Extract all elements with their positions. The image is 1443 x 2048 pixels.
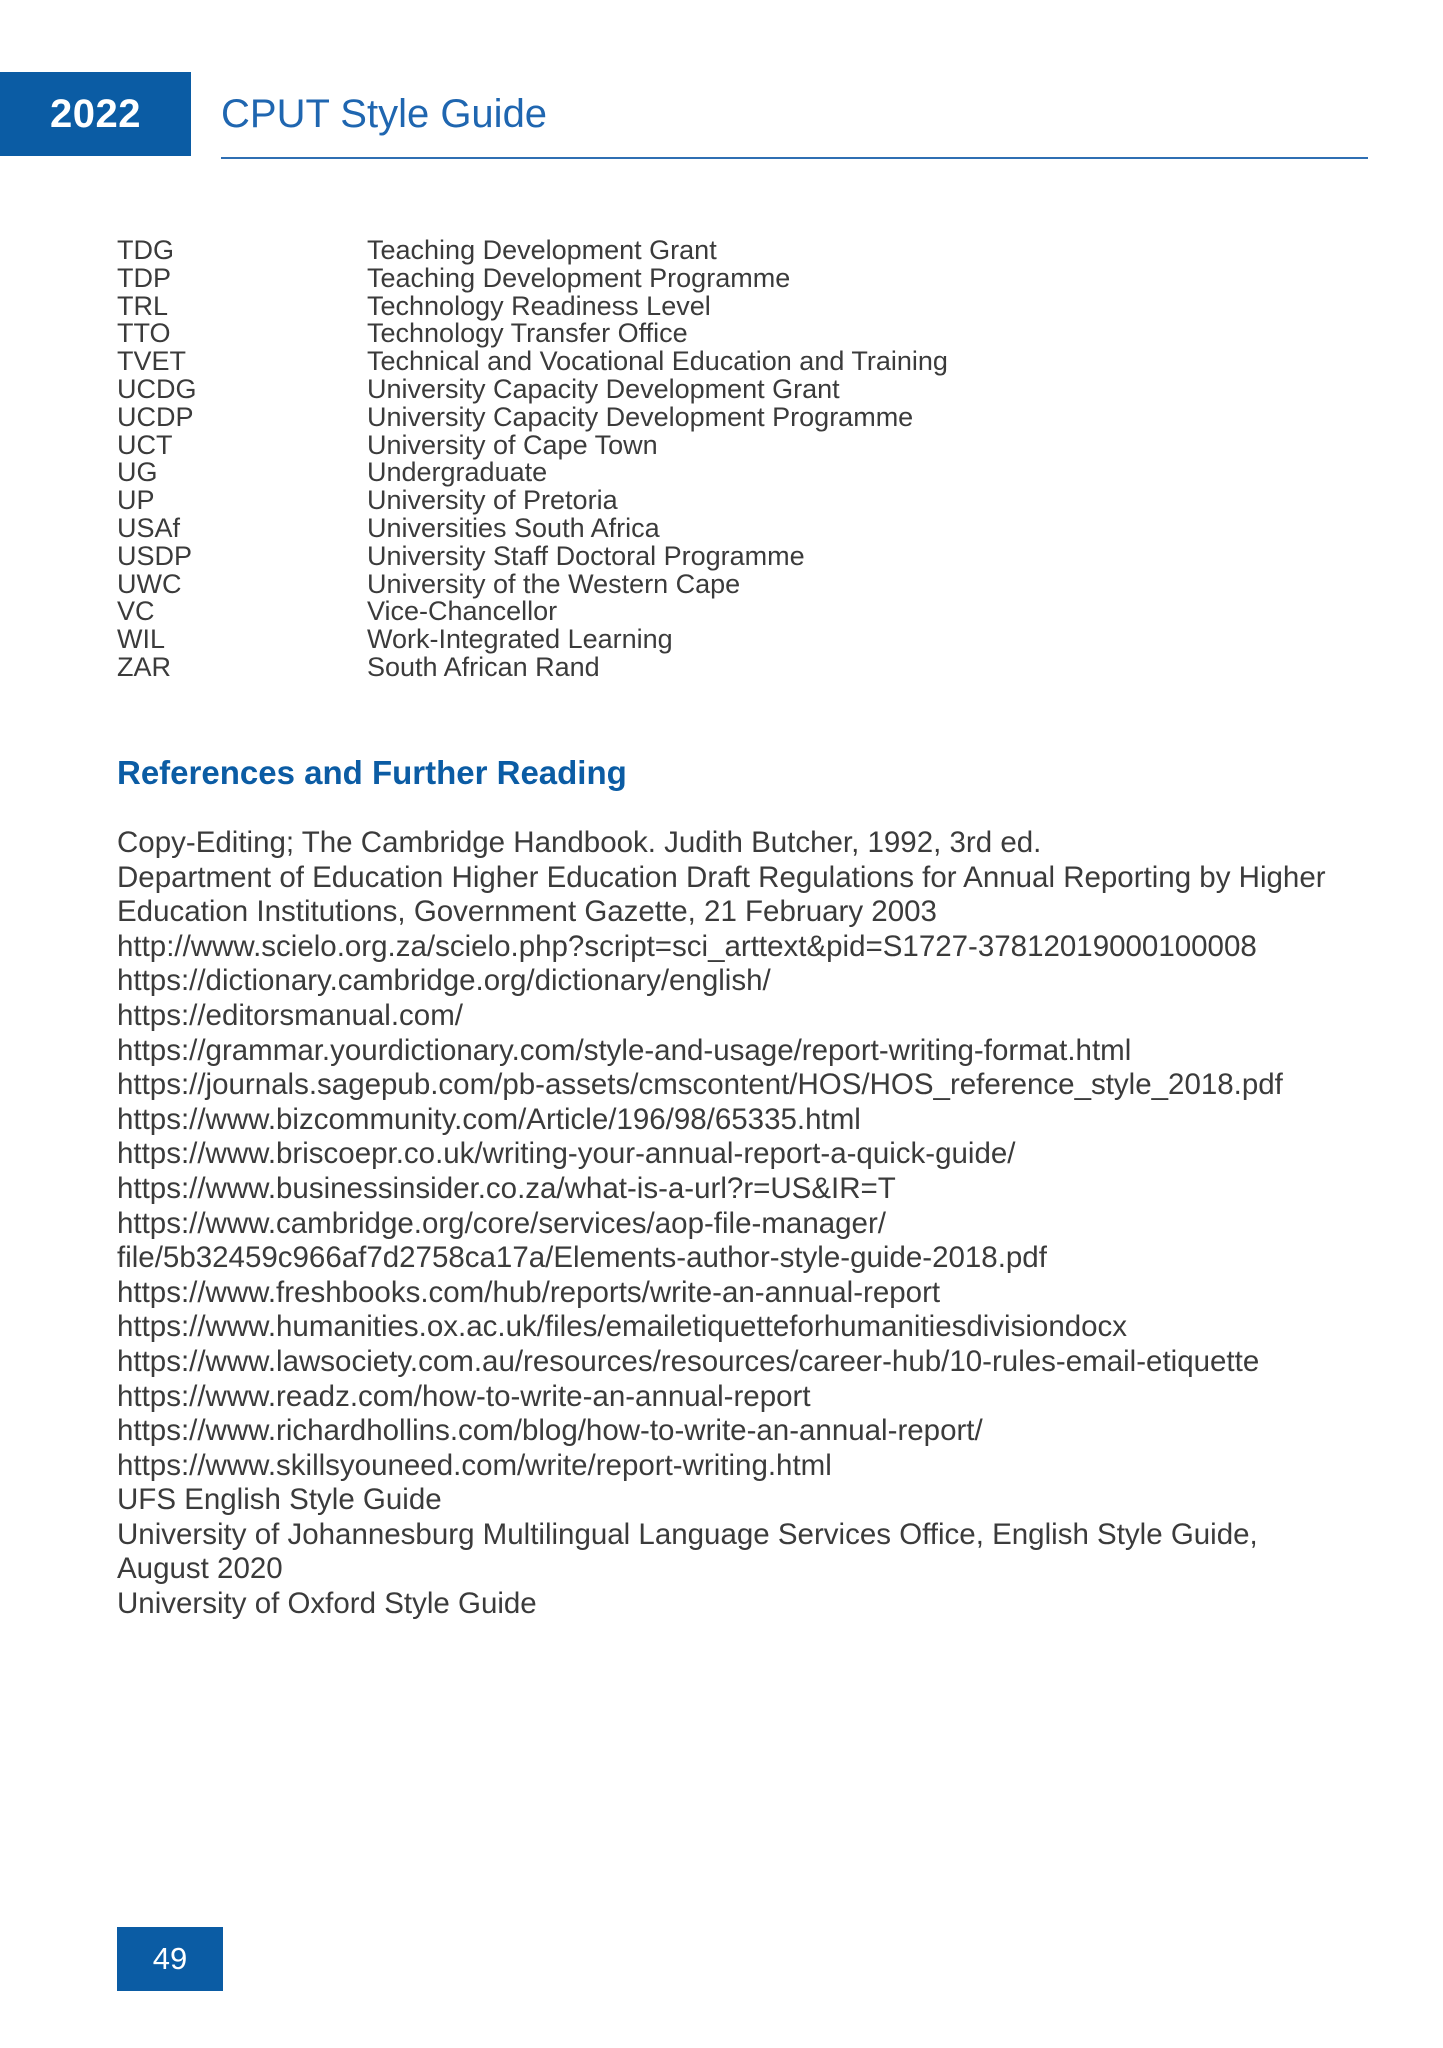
abbreviation-code: TVET — [117, 346, 187, 377]
references-heading: References and Further Reading — [117, 754, 627, 791]
abbreviation-row — [117, 429, 948, 460]
abbreviation-code: UWC — [117, 568, 182, 599]
abbreviation-row — [117, 348, 948, 376]
reference-line: https://grammar.yourdictionary.com/style-and-usage/report-writing-format.html — [117, 1033, 1132, 1067]
year-badge: 2022 — [0, 72, 191, 156]
reference-line: https://www.bizcommunity.com/Article/196/98/65335.html — [117, 1102, 861, 1136]
reference-line: http://www.scielo.org.za/scielo.php?script=sci_arttext&pid=S1727-37812019000100008 — [117, 929, 1257, 963]
reference-line: https://www.cambridge.org/core/services/aop-file-manager/ — [117, 1206, 886, 1240]
abbreviation-row — [117, 262, 948, 293]
abbreviation-row — [117, 401, 948, 432]
abbreviation-meaning: University of Cape Town — [367, 429, 658, 460]
abbreviation-row — [117, 540, 948, 571]
reference-line: https://www.lawsociety.com.au/resources/resources/career-hub/10-rules-email-etiquette — [117, 1344, 1260, 1378]
abbreviation-code: USAf — [117, 512, 181, 543]
abbreviation-meaning: University Staff Doctoral Programme — [367, 540, 805, 571]
abbreviation-code: UP — [117, 485, 155, 516]
abbreviation-code: USDP — [117, 540, 193, 571]
abbreviation-code: ZAR — [117, 651, 171, 682]
abbreviation-code: TDG — [117, 235, 174, 265]
reference-line: https://www.richardhollins.com/blog/how-to-write-an-annual-report/ — [117, 1414, 983, 1448]
abbreviation-row — [117, 512, 948, 543]
abbreviation-code: UCDP — [117, 401, 194, 432]
abbreviation-meaning: Teaching Development Programme — [367, 262, 791, 293]
reference-line: UFS English Style Guide — [117, 1483, 442, 1517]
abbreviation-row — [117, 237, 948, 265]
abbreviation-list — [117, 237, 948, 682]
abbreviation-meaning: Universities South Africa — [367, 512, 660, 543]
abbreviation-row — [117, 651, 948, 682]
abbreviation-row — [117, 487, 948, 515]
abbreviation-meaning: Technology Transfer Office — [367, 318, 688, 349]
abbreviation-row — [117, 568, 948, 599]
abbreviation-row — [117, 459, 948, 487]
abbreviation-code: UCDG — [117, 373, 197, 404]
abbreviation-meaning: Work-Integrated Learning — [367, 624, 673, 655]
reference-line: https://dictionary.cambridge.org/dictionary/english/ — [117, 964, 771, 998]
abbreviation-meaning: University of Pretoria — [367, 485, 618, 516]
reference-line: https://www.humanities.ox.ac.uk/files/emailetiquetteforhumanitiesdivisiondocx — [117, 1310, 1128, 1344]
reference-line: August 2020 — [117, 1552, 283, 1586]
reference-line: https://www.briscoepr.co.uk/writing-your-annual-report-a-quick-guide/ — [117, 1137, 1016, 1171]
abbreviation-code: VC — [117, 596, 155, 627]
reference-line: file/5b32459c966af7d2758ca17a/Elements-author-style-guide-2018.pdf — [117, 1241, 1047, 1275]
abbreviation-code: TDP — [117, 262, 171, 293]
abbreviation-meaning: University Capacity Development Grant — [367, 373, 840, 404]
abbreviation-meaning: University of the Western Cape — [367, 568, 741, 599]
abbreviation-meaning: Technical and Vocational Education and Training — [367, 346, 948, 377]
reference-line: Copy-Editing; The Cambridge Handbook. Judith Butcher, 1992, 3rd ed. — [117, 826, 1042, 859]
abbreviation-meaning: South African Rand — [367, 651, 600, 682]
abbreviation-meaning: Technology Readiness Level — [367, 290, 711, 321]
reference-line: https://editorsmanual.com/ — [117, 998, 463, 1032]
abbreviation-meaning: Teaching Development Grant — [367, 235, 717, 265]
reference-line: https://www.businessinsider.co.za/what-is-a-url?r=US&IR=T — [117, 1171, 896, 1205]
reference-line: Department of Education Higher Education Draft Regulations for Annual Reporting by Higher — [117, 860, 1326, 894]
header-divider — [221, 157, 1368, 159]
abbreviation-code: WIL — [117, 624, 166, 655]
abbreviation-row — [117, 373, 948, 404]
abbreviation-code: UCT — [117, 429, 173, 460]
reference-line: https://www.skillsyouneed.com/write/report-writing.html — [117, 1448, 832, 1482]
reference-line: https://www.freshbooks.com/hub/reports/write-an-annual-report — [117, 1275, 941, 1309]
abbreviation-code: TTO — [117, 318, 171, 349]
reference-line: https://www.readz.com/how-to-write-an-annual-report — [117, 1379, 811, 1413]
abbreviation-meaning: University Capacity Development Programme — [367, 401, 914, 432]
reference-line: University of Johannesburg Multilingual Language Services Office, English Style Guide, — [117, 1517, 1258, 1551]
abbreviation-code: UG — [117, 457, 158, 488]
abbreviation-row — [117, 626, 948, 654]
references-list — [117, 826, 1367, 1622]
abbreviation-row — [117, 290, 948, 321]
document-title: CPUT Style Guide — [221, 92, 548, 136]
page-number: 49 — [117, 1927, 223, 1991]
reference-line: Education Institutions, Government Gazette, 21 February 2003 — [117, 895, 937, 929]
reference-line: https://journals.sagepub.com/pb-assets/cmscontent/HOS/HOS_reference_style_2018.pdf — [117, 1068, 1283, 1102]
abbreviation-code: TRL — [117, 290, 169, 321]
reference-line: University of Oxford Style Guide — [117, 1587, 537, 1621]
abbreviation-meaning: Vice-Chancellor — [367, 596, 558, 627]
abbreviation-row — [117, 598, 948, 626]
abbreviation-meaning: Undergraduate — [367, 457, 548, 488]
abbreviation-row — [117, 320, 948, 348]
